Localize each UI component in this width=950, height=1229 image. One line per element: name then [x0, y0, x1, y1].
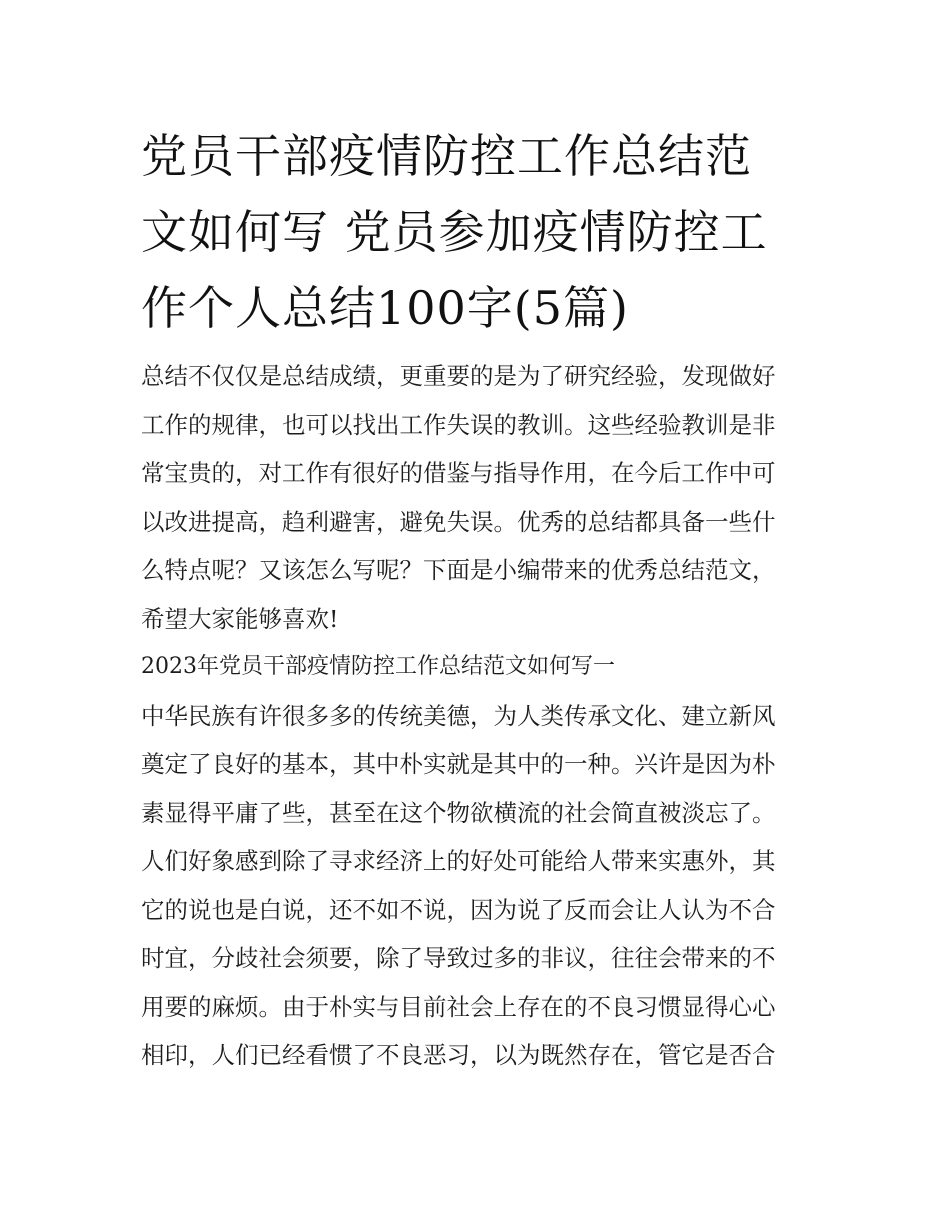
- section-paragraph-line: 素显得平庸了些，甚至在这个物欲横流的社会简直被淡忘了。: [141, 798, 776, 827]
- section-paragraph-line: 中华民族有许很多多的传统美德，为人类传承文化、建立新风: [141, 701, 776, 730]
- title-line: 文如何写 党员参加疫情防控工: [141, 205, 768, 259]
- section-paragraph-line: 相印，人们已经看惯了不良恶习，以为既然存在，管它是否合: [141, 1041, 776, 1069]
- intro-paragraph-line: 么特点呢？又该怎么写呢？下面是小编带来的优秀总结范文，: [141, 556, 776, 584]
- title-line: 党员干部疫情防控工作总结范: [141, 129, 752, 183]
- section-heading: 2023年党员干部疫情防控工作总结范文如何写一: [141, 654, 615, 679]
- intro-paragraph-line: 以改进提高，趋利避害，避免失误。优秀的总结都具备一些什: [141, 507, 776, 536]
- document-content: [141, 118, 811, 1080]
- document-body: [141, 352, 811, 1080]
- section-paragraph-line: 它的说也是白说，还不如不说，因为说了反而会让人认为不合: [141, 895, 776, 924]
- intro-paragraph-line: 总结不仅仅是总结成绩，更重要的是为了研究经验，发现做好: [141, 362, 776, 390]
- title-line: 作个人总结100字(5篇): [141, 281, 629, 335]
- section-paragraph-line: 时宜，分歧社会须要，除了导致过多的非议，往往会带来的不: [141, 944, 776, 972]
- document-title: [141, 118, 811, 346]
- intro-paragraph-line: 希望大家能够喜欢!: [141, 604, 339, 633]
- intro-paragraph-line: 工作的规律，也可以找出工作失误的教训。这些经验教训是非: [141, 410, 776, 439]
- section-paragraph-line: 用要的麻烦。由于朴实与目前社会上存在的不良习惯显得心心: [141, 992, 776, 1021]
- intro-paragraph-line: 常宝贵的，对工作有很好的借鉴与指导作用，在今后工作中可: [141, 459, 776, 487]
- section-paragraph-line: 奠定了良好的基本，其中朴实就是其中的一种。兴许是因为朴: [141, 750, 776, 778]
- section-paragraph-line: 人们好象感到除了寻求经济上的好处可能给人带来实惠外，其: [141, 847, 776, 875]
